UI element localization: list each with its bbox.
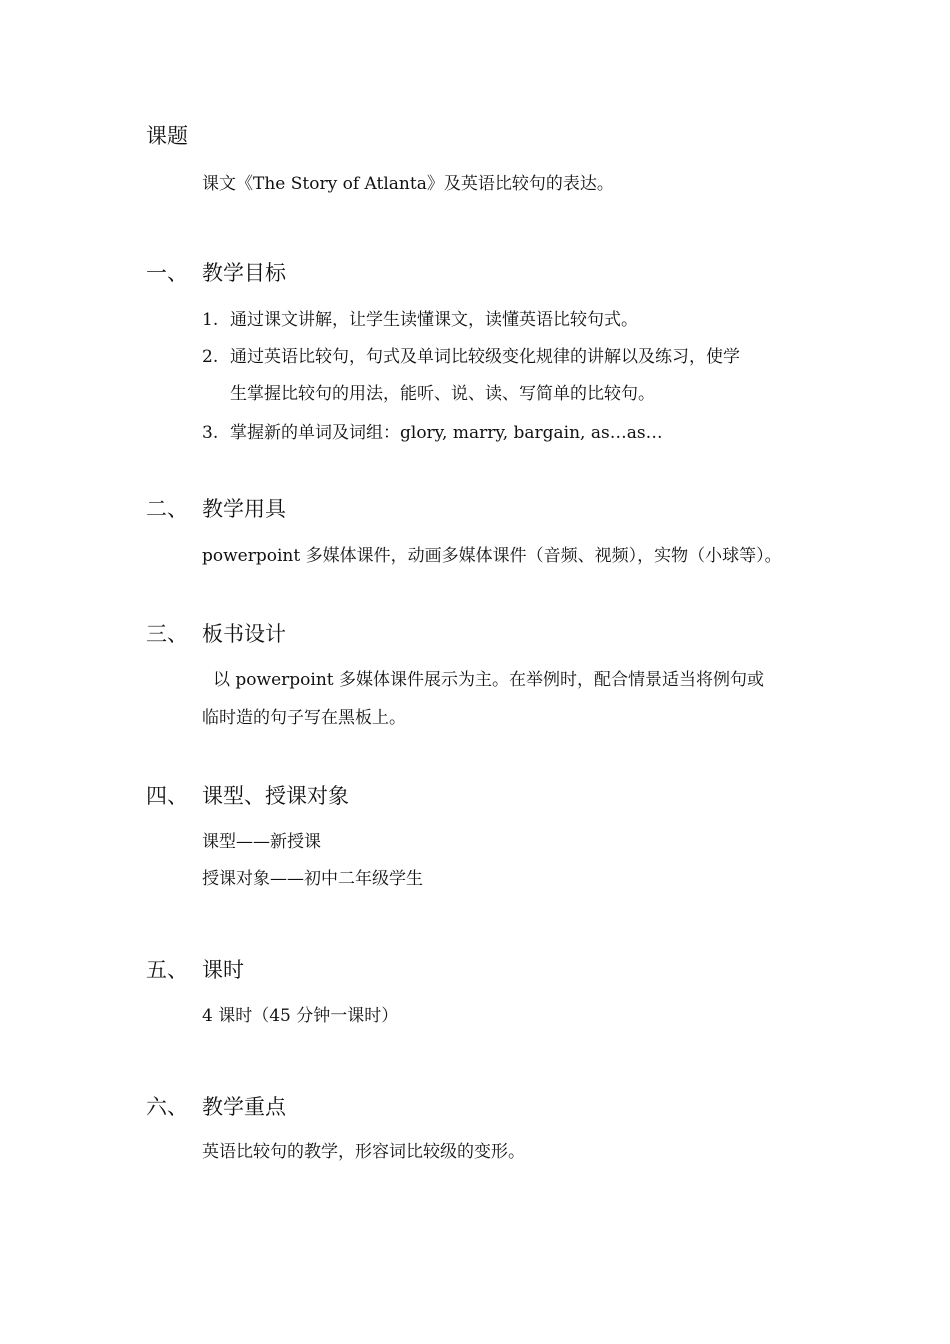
section-4-text-line-2: 授课对象——初中二年级学生 — [202, 869, 423, 889]
section-3-text-line-1: 以 powerpoint 多媒体课件展示为主。在举例时，配合情景适当将例句或 — [213, 670, 764, 690]
section-4-title: 课型、授课对象 — [202, 784, 349, 808]
section-2-text: powerpoint 多媒体课件，动画多媒体课件（音频、视频），实物（小球等）。 — [202, 546, 782, 566]
objective-2-number: 2. — [202, 347, 219, 367]
section-5-numeral: 五、 — [146, 958, 188, 982]
topic-content: 课文《The Story of Atlanta》及英语比较句的表达。 — [202, 174, 614, 194]
objective-1-text: 通过课文讲解，让学生读懂课文，读懂英语比较句式。 — [230, 310, 638, 330]
section-3-text-line-2: 临时造的句子写在黑板上。 — [202, 708, 406, 728]
section-1-title: 教学目标 — [202, 261, 286, 285]
objective-2-text-line-1: 通过英语比较句，句式及单词比较级变化规律的讲解以及练习，使学 — [230, 347, 740, 367]
topic-title: 课题 — [146, 124, 188, 148]
objective-2-text-line-2: 生掌握比较句的用法，能听、说、读、写简单的比较句。 — [230, 384, 655, 404]
objective-1-number: 1. — [202, 310, 219, 330]
section-2-numeral: 二、 — [146, 497, 188, 521]
section-3-numeral: 三、 — [146, 622, 188, 646]
section-6-numeral: 六、 — [146, 1095, 188, 1119]
section-2-title: 教学用具 — [202, 497, 286, 521]
section-5-title: 课时 — [202, 958, 244, 982]
section-6-title: 教学重点 — [202, 1095, 286, 1119]
objective-3-text: 掌握新的单词及词组：glory, marry, bargain, as…as… — [230, 423, 663, 443]
section-4-text-line-1: 课型——新授课 — [202, 832, 321, 852]
section-1-numeral: 一、 — [146, 261, 188, 285]
objective-3-number: 3. — [202, 423, 219, 443]
section-5-text: 4 课时（45 分钟一课时） — [202, 1006, 399, 1026]
section-6-text: 英语比较句的教学，形容词比较级的变形。 — [202, 1142, 525, 1162]
section-3-title: 板书设计 — [202, 622, 286, 646]
section-4-numeral: 四、 — [146, 784, 188, 808]
